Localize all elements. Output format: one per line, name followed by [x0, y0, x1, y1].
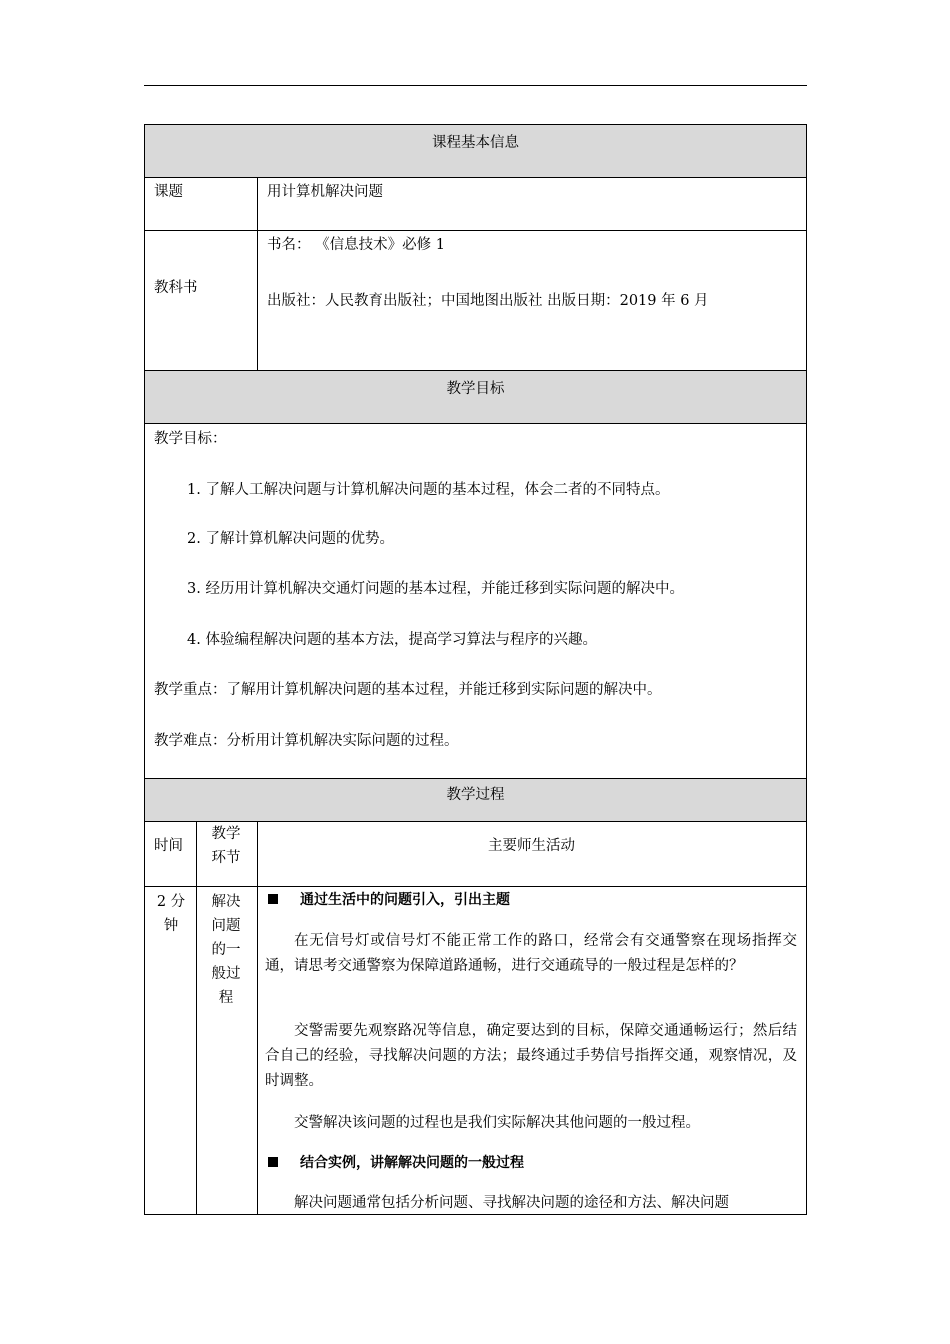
goal-item: 4. 体验编程解决问题的基本方法，提高学习算法与程序的兴趣。: [187, 632, 597, 648]
activity-paragraph: 解决问题通常包括分析问题、寻找解决问题的途径和方法、解决问题: [294, 1195, 729, 1211]
square-bullet-icon: [268, 894, 278, 904]
activity-paragraph: 交警需要先观察路况等信息，确定要达到的目标，保障交通通畅运行；然后结合自己的经验，寻找解决问题的方法；最终通过手势信号指挥交通，观察情况，及时调整。: [265, 1023, 797, 1089]
time-header: 时间: [154, 838, 183, 854]
activity-bullet: [268, 1153, 524, 1173]
activity-header: 主要师生活动: [488, 838, 575, 854]
topic-value: 用计算机解决问题: [267, 184, 383, 200]
goal-item: 3. 经历用计算机解决交通灯问题的基本过程，并能迁移到实际问题的解决中。: [187, 581, 684, 597]
row-divider: [145, 230, 806, 231]
course-info-title: 课程基本信息: [432, 135, 519, 151]
goals-header: [145, 370, 806, 424]
process-title: 教学过程: [446, 787, 505, 803]
header-rule: [144, 85, 807, 86]
lesson-plan-table: [144, 124, 807, 1215]
label-column-divider: [257, 178, 258, 370]
goal-item: 1. 了解人工解决问题与计算机解决问题的基本过程，体会二者的不同特点。: [187, 482, 670, 498]
activity-bullet: [268, 890, 510, 910]
difficulty: 教学难点：分析用计算机解决实际问题的过程。: [154, 733, 459, 749]
bullet-text: 结合实例，讲解解决问题的一般过程: [300, 1155, 524, 1171]
course-info-header: [145, 125, 806, 178]
stage-header: 教学环节: [211, 826, 241, 866]
activity-paragraph: 交警解决该问题的过程也是我们实际解决其他问题的一般过程。: [294, 1115, 700, 1131]
process-header: [145, 778, 806, 822]
bullet-text: 通过生活中的问题引入，引出主题: [300, 892, 510, 908]
key-point: 教学重点：了解用计算机解决问题的基本过程，并能迁移到实际问题的解决中。: [154, 682, 662, 698]
goals-heading: 教学目标：: [154, 431, 227, 447]
goals-title: 教学目标: [446, 381, 505, 397]
time-column-divider: [196, 821, 197, 1215]
goal-item: 2. 了解计算机解决问题的优势。: [187, 531, 394, 547]
textbook-label: 教科书: [154, 280, 198, 296]
activity-cell: [257, 887, 806, 1214]
topic-label: 课题: [154, 184, 183, 200]
row-stage: 解决问题的一般过程: [211, 894, 241, 1006]
publisher-line: 出版社：人民教育出版社；中国地图出版社 出版日期：2019 年 6 月: [267, 293, 709, 309]
row-time: 2 分钟: [156, 894, 186, 934]
book-name: 书名： 《信息技术》必修 1: [267, 237, 445, 253]
activity-paragraph: 在无信号灯或信号灯不能正常工作的路口，经常会有交通警察在现场指挥交通，请思考交通警察为保障道路通畅，进行交通疏导的一般过程是怎样的？: [265, 933, 797, 974]
square-bullet-icon: [268, 1157, 278, 1167]
